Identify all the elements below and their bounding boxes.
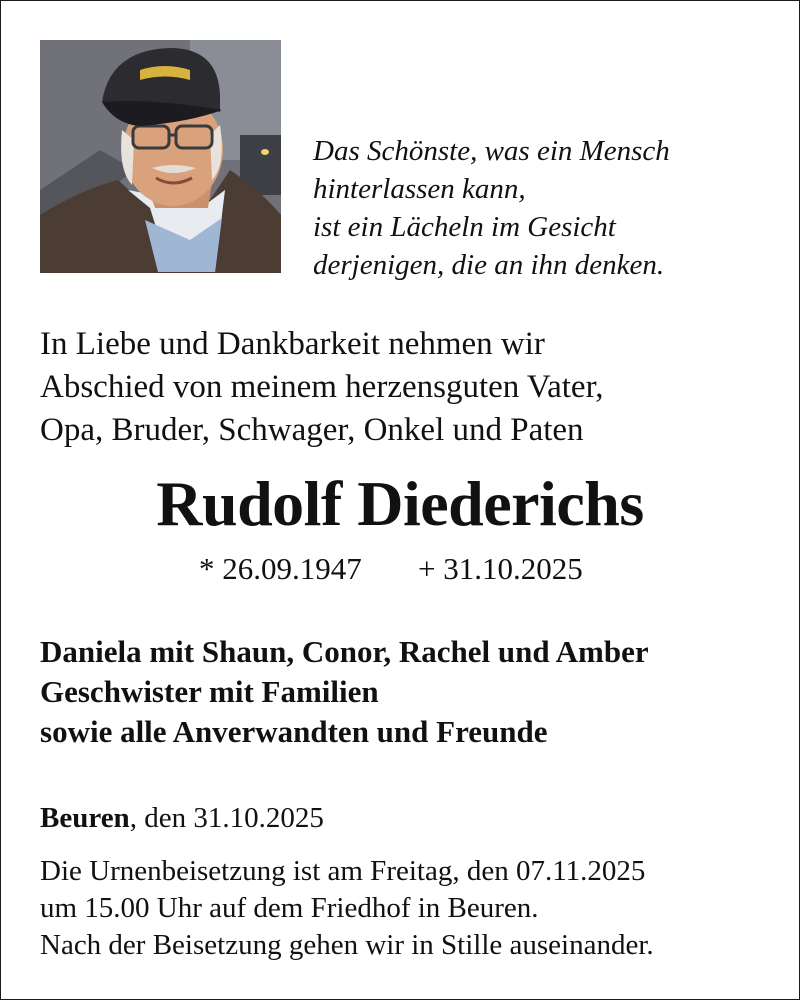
place-name: Beuren	[40, 802, 130, 834]
intro-line: Opa, Bruder, Schwager, Onkel und Paten	[40, 412, 584, 448]
mourners-line: sowie alle Anverwandten und Freunde	[40, 714, 548, 749]
service-line: Nach der Beisetzung gehen wir in Stille auseinander.	[40, 929, 654, 961]
service-info	[40, 853, 654, 964]
place-date: , den 31.10.2025	[129, 802, 324, 834]
quote-line: Das Schönste, was ein Mensch	[313, 135, 670, 167]
service-line: Die Urnenbeisetzung ist am Freitag, den 07.11.2025	[40, 855, 646, 887]
mourners-line: Geschwister mit Familien	[40, 674, 379, 709]
portrait-photo	[40, 40, 281, 273]
birth-date: * 26.09.1947	[199, 551, 362, 586]
deceased-name: Rudolf Diederichs	[156, 468, 644, 539]
quote-line: hinterlassen kann,	[313, 173, 526, 205]
intro-text	[40, 323, 603, 452]
mourners-list	[40, 632, 649, 752]
death-date: + 31.10.2025	[418, 551, 583, 586]
quote-line: ist ein Lächeln im Gesicht	[313, 211, 616, 243]
mourners-line: Daniela mit Shaun, Conor, Rachel und Amber	[40, 634, 649, 669]
service-line: um 15.00 Uhr auf dem Friedhof in Beuren.	[40, 892, 539, 924]
quote-line: derjenigen, die an ihn denken.	[313, 249, 665, 281]
intro-line: Abschied von meinem herzensguten Vater,	[40, 369, 604, 405]
intro-line: In Liebe und Dankbarkeit nehmen wir	[40, 326, 545, 362]
place-date-line	[40, 799, 324, 837]
memorial-quote	[313, 132, 670, 284]
